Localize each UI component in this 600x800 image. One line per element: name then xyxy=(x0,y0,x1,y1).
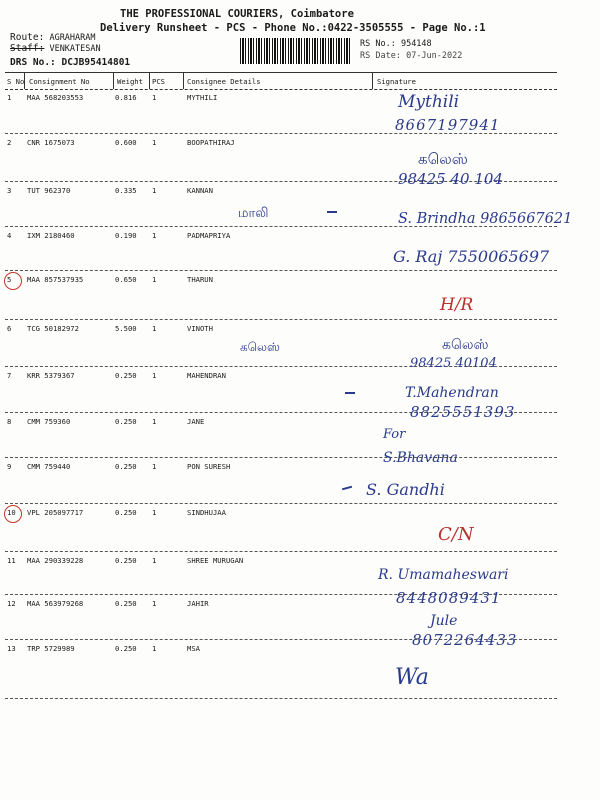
table-row xyxy=(5,457,557,504)
cell-consignee: VINOTH xyxy=(187,324,213,333)
cell-consignee: KANNAN xyxy=(187,186,213,195)
cell-pcs: 1 xyxy=(152,186,157,195)
cell-pcs: 1 xyxy=(152,644,157,653)
cell-sno: 4 xyxy=(7,231,12,240)
col-divider xyxy=(183,73,184,89)
signature-row-2-phone: 98425 40 104 xyxy=(398,170,503,188)
cell-consignee: MSA xyxy=(187,644,200,653)
signature-row-7-name: T.Mahendran xyxy=(405,385,499,401)
cell-weight: 0.190 xyxy=(115,231,137,240)
col-divider xyxy=(113,73,114,89)
dash-mark xyxy=(327,211,337,213)
cell-consignment: CMM 759440 xyxy=(27,462,71,471)
cell-weight: 0.250 xyxy=(115,556,137,565)
rs-no-label: RS No.: xyxy=(360,39,396,49)
cell-sno: 1 xyxy=(7,93,12,102)
cell-consignee: SHREE MURUGAN xyxy=(187,556,244,565)
col-pcs: PCS xyxy=(152,77,165,86)
cell-consignment: KRR 5379367 xyxy=(27,371,75,380)
cell-consignment: MAA 568203553 xyxy=(27,93,84,102)
cell-pcs: 1 xyxy=(152,417,157,426)
signature-row-11-phone: 8448089431 xyxy=(396,589,502,607)
signature-row-1-phone: 8667197941 xyxy=(395,116,501,134)
signature-row-12-phone: 8072264433 xyxy=(412,631,518,649)
cell-consignee: PON SURESH xyxy=(187,462,231,471)
col-divider xyxy=(149,73,150,89)
cell-consignee: MAHENDRAN xyxy=(187,371,226,380)
col-weight: Weight xyxy=(117,77,143,86)
table-row xyxy=(5,503,557,552)
signature-row-6-phone: 98425 40104 xyxy=(410,356,497,371)
signature-row-3-name: S. Brindha 9865667621 xyxy=(398,211,573,227)
signature-row-11-name: R. Umamaheswari xyxy=(378,567,509,583)
cell-consignee: THARUN xyxy=(187,275,213,284)
signature-row-2-tamil: கலெஸ் xyxy=(418,150,468,168)
col-signature: Signature xyxy=(377,77,416,86)
route-info xyxy=(10,32,96,43)
rs-no-value: 954148 xyxy=(400,39,432,49)
cell-consignee: JAHIR xyxy=(187,599,209,608)
document-subtitle: Delivery Runsheet - PCS - Phone No.:0422-3505555 - Page No.:1 xyxy=(100,22,486,34)
signature-row-8-for: For xyxy=(383,427,406,442)
barcode xyxy=(240,38,350,64)
cell-weight: 0.250 xyxy=(115,644,137,653)
document-title: THE PROFESSIONAL COURIERS, Coimbatore xyxy=(120,8,354,20)
cell-pcs: 1 xyxy=(152,508,157,517)
cell-sno: 3 xyxy=(7,186,12,195)
cell-sno-text: 5 xyxy=(7,275,12,284)
signature-row-7-phone: 8825551393 xyxy=(410,403,516,421)
cell-consignee: JANE xyxy=(187,417,205,426)
signature-row-6-mark: கலெஸ் xyxy=(240,340,280,354)
signature-row-4-name: G. Raj 7550065697 xyxy=(393,247,550,266)
cell-consignment: TUT 962370 xyxy=(27,186,71,195)
cell-sno: 11 xyxy=(7,556,16,565)
signature-row-8-name: S.Bhavana xyxy=(383,450,458,466)
cell-consignment: TRP 5729989 xyxy=(27,644,75,653)
table-row xyxy=(5,270,557,320)
cell-consignment: MAA 857537935 xyxy=(27,275,84,284)
signature-row-3-tamil: மாலி xyxy=(238,206,269,221)
cell-sno: 7 xyxy=(7,371,12,380)
cell-weight: 0.250 xyxy=(115,371,137,380)
cell-sno: 8 xyxy=(7,417,12,426)
cell-consignment: MAA 563979268 xyxy=(27,599,84,608)
cell-weight: 0.335 xyxy=(115,186,137,195)
cell-pcs: 1 xyxy=(152,556,157,565)
signature-row-13-sig: Wa xyxy=(395,665,429,690)
cell-pcs: 1 xyxy=(152,138,157,147)
cell-consignment: CNR 1675073 xyxy=(27,138,75,147)
cell-pcs: 1 xyxy=(152,231,157,240)
signature-row-9-sig: S. Gandhi xyxy=(366,480,445,499)
drs-label: DRS No.: xyxy=(10,57,56,68)
col-sno: S No xyxy=(7,77,25,86)
rs-date-label: RS Date: xyxy=(360,51,401,61)
col-consignment: Consignment No xyxy=(29,77,90,86)
cell-consignment: CMM 759360 xyxy=(27,417,71,426)
cell-pcs: 1 xyxy=(152,93,157,102)
cell-pcs: 1 xyxy=(152,371,157,380)
rs-date xyxy=(360,51,462,61)
col-consignee: Consignee Details xyxy=(187,77,261,86)
cell-consignee: SINDHUJAA xyxy=(187,508,226,517)
route-value: AGRAHARAM xyxy=(49,33,96,43)
cell-consignment: TCG 50182972 xyxy=(27,324,79,333)
staff-value: VENKATESAN xyxy=(49,44,101,54)
cell-sno: 12 xyxy=(7,599,16,608)
drs-info xyxy=(10,57,130,68)
col-divider xyxy=(24,73,25,89)
cell-weight: 0.250 xyxy=(115,508,137,517)
cell-sno: 6 xyxy=(7,324,12,333)
staff-label: Staff: xyxy=(10,43,45,54)
dash-mark xyxy=(345,392,355,394)
cell-consignee: BOOPATHIRAJ xyxy=(187,138,235,147)
cell-consignment: IXM 2180460 xyxy=(27,231,75,240)
cell-weight: 0.816 xyxy=(115,93,137,102)
cell-sno xyxy=(7,508,16,517)
cell-sno xyxy=(7,275,11,284)
route-label: Route: xyxy=(10,32,45,43)
cell-consignee: MYTHILI xyxy=(187,93,218,102)
cell-weight: 0.250 xyxy=(115,462,137,471)
cell-weight: 5.500 xyxy=(115,324,137,333)
cell-pcs: 1 xyxy=(152,324,157,333)
cell-weight: 0.600 xyxy=(115,138,137,147)
cell-sno: 13 xyxy=(7,644,16,653)
drs-value: DCJB95414801 xyxy=(61,57,131,68)
signature-row-10-note: C/N xyxy=(438,524,474,545)
col-divider xyxy=(372,73,373,89)
signature-row-12-name: Jule xyxy=(430,613,458,629)
cell-consignment: MAA 290339228 xyxy=(27,556,84,565)
cell-pcs: 1 xyxy=(152,275,157,284)
cell-weight: 0.650 xyxy=(115,275,137,284)
cell-consignment: VPL 205097717 xyxy=(27,508,84,517)
signature-row-5-note: H/R xyxy=(440,295,474,315)
rs-number xyxy=(360,39,432,49)
signature-row-6-tamil: கலெஸ் xyxy=(442,337,489,353)
cell-weight: 0.250 xyxy=(115,599,137,608)
cell-consignee: PADMAPRIYA xyxy=(187,231,231,240)
cell-pcs: 1 xyxy=(152,599,157,608)
signature-row-1-name: Mythili xyxy=(398,92,460,112)
staff-info xyxy=(10,43,101,54)
cell-pcs: 1 xyxy=(152,462,157,471)
rs-date-value: 07-Jun-2022 xyxy=(406,51,463,61)
cell-sno: 9 xyxy=(7,462,12,471)
cell-sno-text: 10 xyxy=(7,508,16,517)
cell-sno: 2 xyxy=(7,138,12,147)
cell-weight: 0.250 xyxy=(115,417,137,426)
